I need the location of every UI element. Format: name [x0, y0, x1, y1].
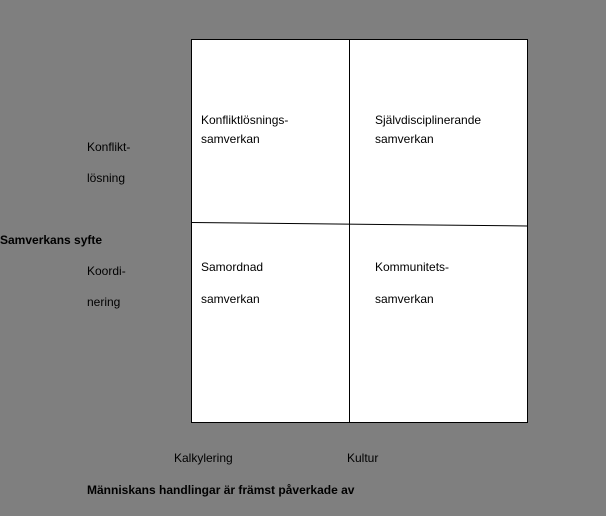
- x-axis-title: Människans handlingar är främst påverkade av: [87, 483, 355, 497]
- cell-bottom-left-line1: Samordnad: [201, 260, 264, 274]
- cell-top-left-line2: samverkan: [201, 132, 260, 146]
- x-axis-left-label: Kalkylering: [174, 451, 233, 465]
- cell-bottom-left-line2: samverkan: [201, 292, 260, 306]
- y-axis-title: Samverkans syfte: [0, 233, 103, 247]
- cell-top-right-line1: Självdisciplinerande: [375, 113, 482, 127]
- cell-top-right-line2: samverkan: [375, 132, 434, 146]
- y-axis-top-label-line2: lösning: [87, 171, 126, 185]
- y-axis-top-label-line1: Konflikt-: [87, 140, 131, 154]
- matrix-box: [192, 40, 528, 423]
- y-axis-bottom-label-line2: nering: [87, 295, 121, 309]
- cell-top-left-line1: Konfliktlösnings-: [201, 113, 289, 127]
- cell-bottom-right-line1: Kommunitets-: [375, 260, 450, 274]
- cell-bottom-right-line2: samverkan: [375, 292, 434, 306]
- x-axis-right-label: Kultur: [347, 451, 379, 465]
- y-axis-bottom-label-line1: Koordi-: [87, 264, 126, 278]
